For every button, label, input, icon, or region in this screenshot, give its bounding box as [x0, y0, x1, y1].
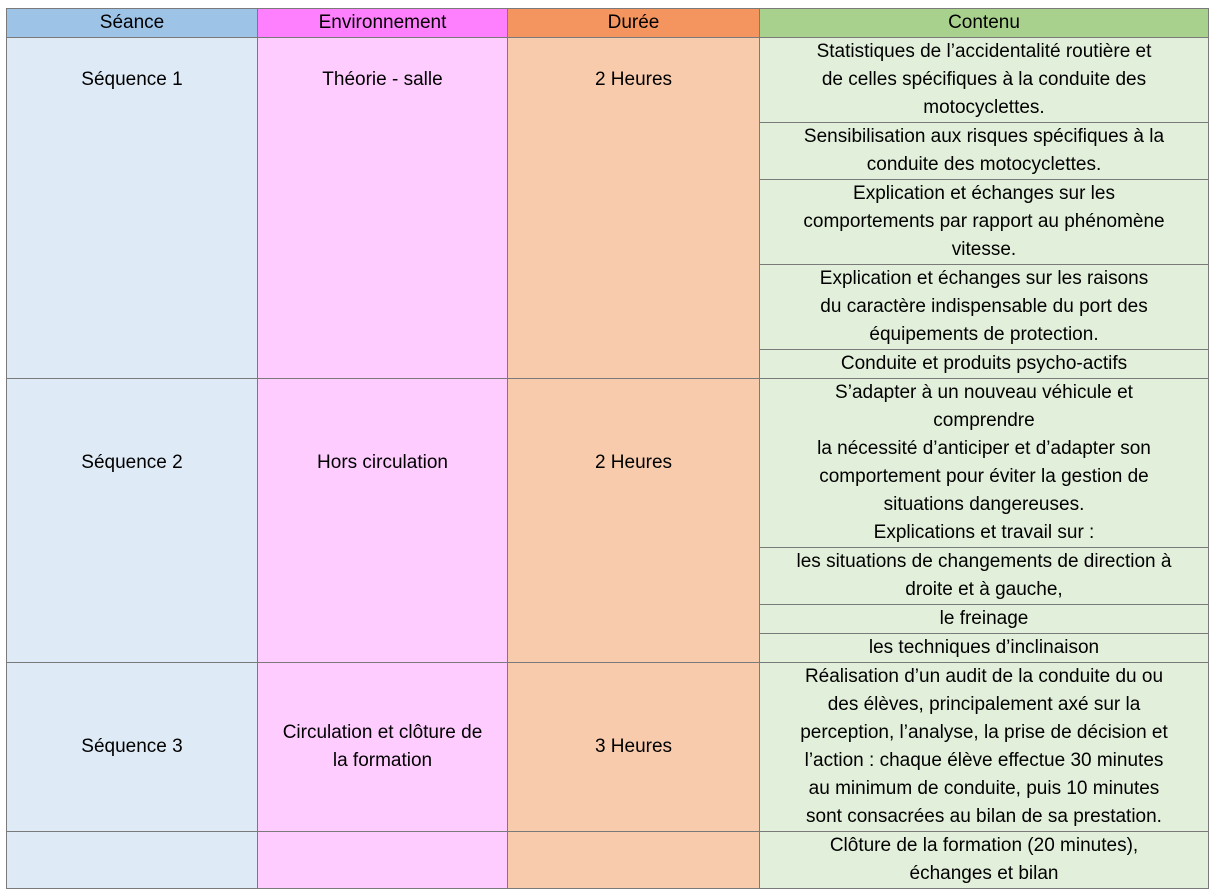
contenu-cell: les techniques d’inclinaison — [760, 634, 1209, 663]
environnement-cell — [258, 38, 508, 379]
contenu-cell: les situations de changements de direction à droite et à gauche, — [760, 548, 1209, 605]
environnement-label: Théorie - salle — [322, 69, 443, 90]
contenu-cell: le freinage — [760, 605, 1209, 634]
table-row — [7, 832, 1209, 889]
table-row — [7, 663, 1209, 832]
duree-cell: 3 Heures — [508, 663, 760, 832]
table-row — [7, 379, 1209, 548]
environnement-cell: Circulation et clôture de la formation — [258, 663, 508, 832]
header-duree: Durée — [508, 9, 760, 38]
seance-cell — [7, 832, 258, 889]
duree-cell — [508, 832, 760, 889]
seance-cell — [7, 38, 258, 379]
table-row — [7, 38, 1209, 123]
duree-label: 2 Heures — [594, 69, 673, 90]
header-contenu: Contenu — [760, 9, 1209, 38]
seance-cell — [7, 379, 258, 663]
header-environnement: Environnement — [258, 9, 508, 38]
contenu-cell: Statistiques de l’accidentalité routière et de celles spécifiques à la conduite des motocyclettes. — [760, 38, 1209, 123]
seance-cell: Séquence 3 — [7, 663, 258, 832]
contenu-cell: Clôture de la formation (20 minutes), échanges et bilan — [760, 832, 1209, 889]
seance-label: Séquence 2 — [81, 452, 183, 473]
training-schedule-table — [6, 8, 1209, 889]
environnement-cell — [258, 379, 508, 663]
contenu-cell: Explication et échanges sur les comportements par rapport au phénomène vitesse. — [760, 180, 1209, 265]
contenu-cell: Sensibilisation aux risques spécifiques à la conduite des motocyclettes. — [760, 123, 1209, 180]
contenu-cell: Explication et échanges sur les raisons du caractère indispensable du port des équipements de protection. — [760, 265, 1209, 350]
environnement-label: Hors circulation — [317, 452, 448, 473]
contenu-cell: Réalisation d’un audit de la conduite du ou des élèves, principalement axé sur la perception, l’analyse, la prise de décision et l’action : chaque élève effectue 30 minutes au minimum de conduite, puis 10 minutes sont consacrées au bilan de sa prestation. — [760, 663, 1209, 832]
contenu-cell: S’adapter à un nouveau véhicule et comprendre la nécessité d’anticiper et d’adapter son comportement pour éviter la gestion de situations dangereuses. Explications et travail sur : — [760, 379, 1209, 548]
contenu-cell: Conduite et produits psycho-actifs — [760, 350, 1209, 379]
duree-label: 2 Heures — [594, 452, 673, 473]
header-seance: Séance — [7, 9, 258, 38]
seance-label: Séquence 1 — [81, 69, 183, 90]
duree-cell — [508, 379, 760, 663]
duree-cell — [508, 38, 760, 379]
environnement-cell — [258, 832, 508, 889]
header-row — [7, 9, 1209, 38]
